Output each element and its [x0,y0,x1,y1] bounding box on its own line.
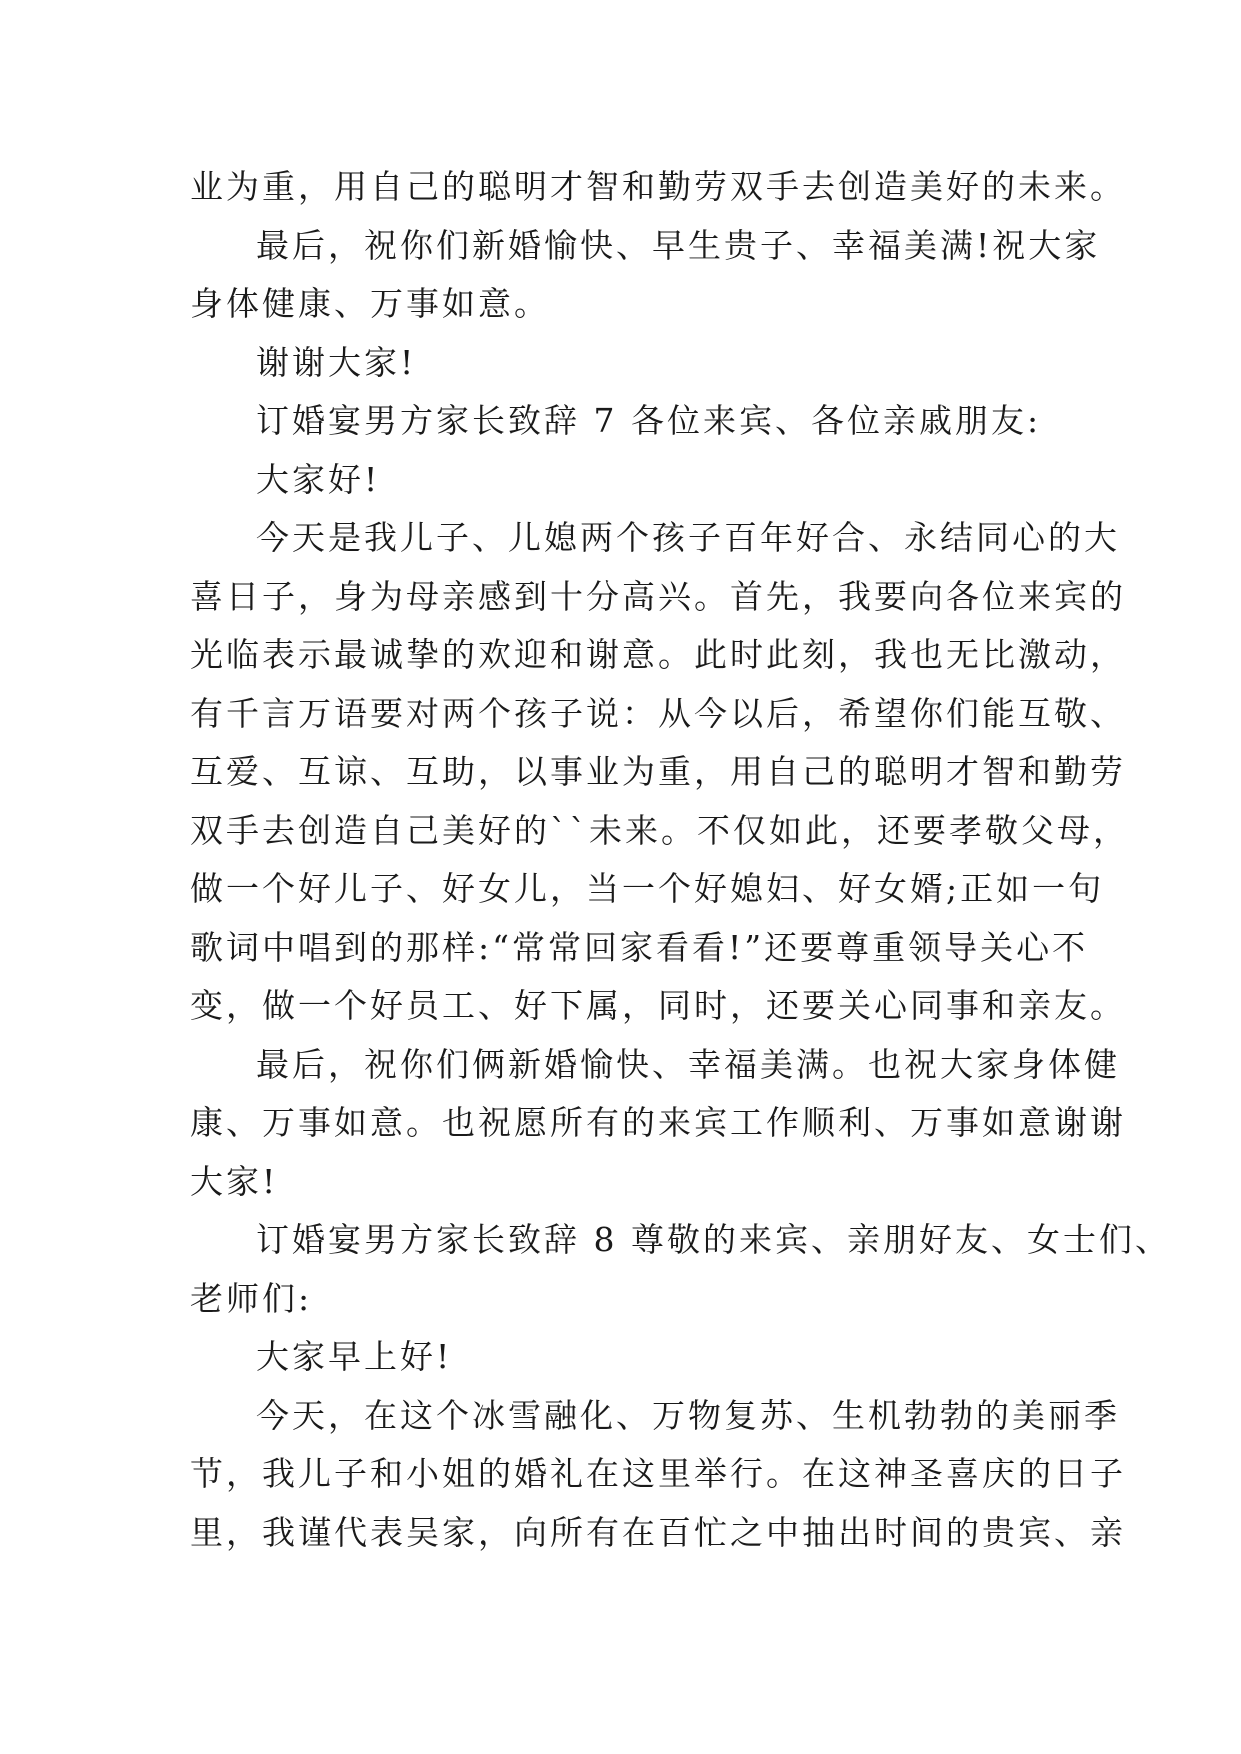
section-heading-line: 订婚宴男方家长致辞 7 各位来宾、各位亲戚朋友: [256,401,1042,440]
text-line: 互爱、互谅、互助，以事业为重，用自己的聪明才智和勤劳 [190,752,1126,791]
section-heading-line: 订婚宴男方家长致辞 8 尊敬的来宾、亲朋好友、女士们、 [256,1220,1171,1259]
text-line: 谢谢大家! [256,342,417,382]
text-line: 歌词中唱到的那样:“常常回家看看!”还要尊重领导关心不 [190,927,1089,967]
text-line: 身体健康、万事如意。 [190,284,550,323]
text-line: 双手去创造自己美好的``未来。不仅如此，还要孝敬父母， [190,810,1129,850]
text-line: 康、万事如意。也祝愿所有的来宾工作顺利、万事如意谢谢 [190,1103,1126,1142]
text-line: 最后，祝你们俩新婚愉快、幸福美满。也祝大家身体健 [256,1044,1120,1084]
text-line: 今天是我儿子、儿媳两个孩子百年好合、永结同心的大 [256,518,1120,557]
text-line: 变，做一个好员工、好下属，同时，还要关心同事和亲友。 [190,986,1126,1025]
text-line: 最后，祝你们新婚愉快、早生贵子、幸福美满!祝大家 [256,225,1101,265]
text-line: 今天，在这个冰雪融化、万物复苏、生机勃勃的美丽季 [256,1395,1120,1435]
text-line: 喜日子，身为母亲感到十分高兴。首先，我要向各位来宾的 [190,576,1126,616]
greeting-line: 大家早上好! [256,1337,453,1376]
text-line: 老师们: [190,1278,313,1318]
text-line: 做一个好儿子、好女儿，当一个好媳妇、好女婿;正如一句 [190,869,1105,908]
document-body [190,158,1171,1562]
text-line: 有千言万语要对两个孩子说：从今以后，希望你们能互敬、 [190,693,1126,733]
greeting-line: 大家好! [256,459,381,499]
text-line: 光临表示最诚挚的欢迎和谢意。此时此刻，我也无比激动， [190,635,1126,674]
text-line: 大家! [190,1161,279,1201]
text-line: 里，我谨代表吴家，向所有在百忙之中抽出时间的贵宾、亲 [190,1512,1126,1552]
text-line: 业为重，用自己的聪明才智和勤劳双手去创造美好的未来。 [190,167,1126,206]
text-line: 节，我儿子和小姐的婚礼在这里举行。在这神圣喜庆的日子 [190,1454,1126,1493]
